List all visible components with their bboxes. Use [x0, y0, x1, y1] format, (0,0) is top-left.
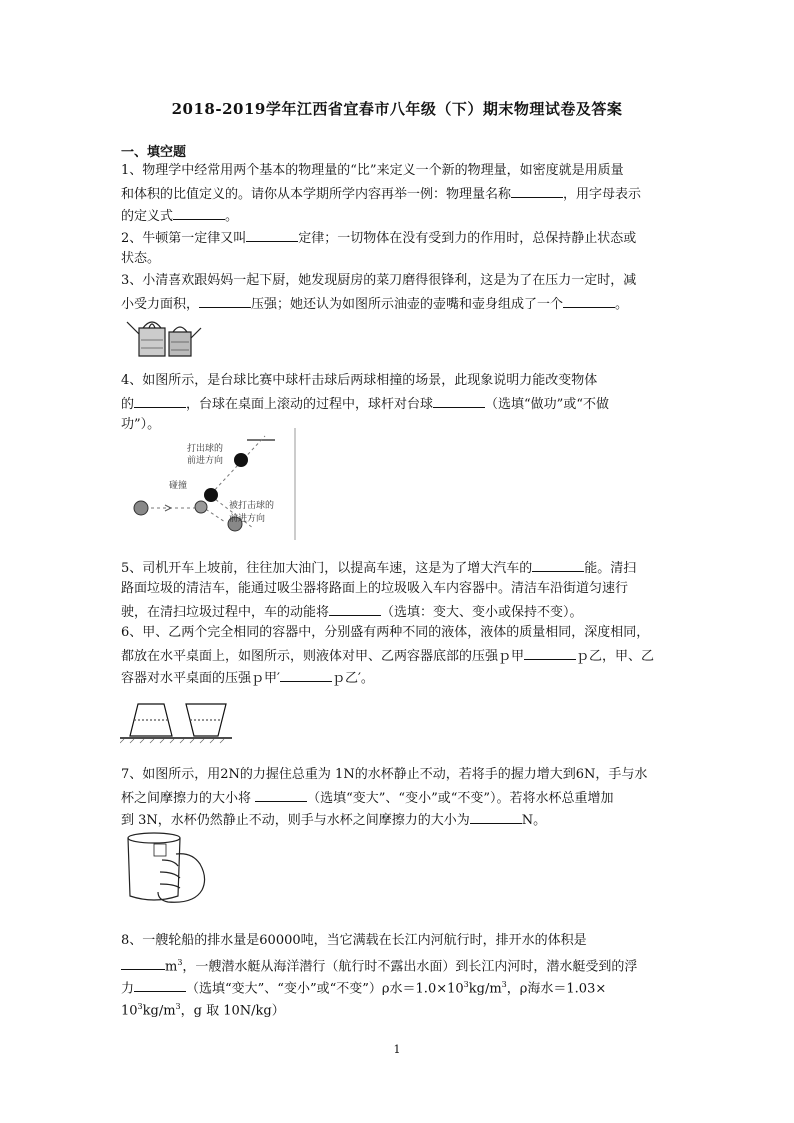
answer-blank[interactable]: [524, 646, 576, 660]
answer-blank[interactable]: [134, 978, 186, 992]
billiard-collision-figure: [125, 428, 305, 540]
q2-line2: 状态。: [121, 251, 161, 266]
q4-line2: 的 ，台球在桌面上滚动的过程中，球杆对台球 （选填“做功”或“不做: [121, 394, 681, 414]
answer-blank[interactable]: [134, 394, 186, 408]
section-heading: 一、填空题: [121, 145, 187, 160]
q1-line1: 1、物理学中经常用两个基本的物理量的“比”来定义一个新的物理量，如密度就是用质量: [121, 163, 624, 178]
answer-blank[interactable]: [121, 956, 165, 970]
page-number: 1: [393, 1043, 401, 1056]
answer-blank[interactable]: [199, 294, 251, 308]
cue-ball-contact: [195, 501, 207, 513]
q4-line3: 功”）。: [121, 417, 161, 432]
q2-line1: 2、牛顿第一定律又叫 定律；一切物体在没有受到力的作用时，总保持静止状态或: [121, 228, 681, 248]
answer-blank[interactable]: [433, 394, 485, 408]
q6-line1: 6、甲、乙两个完全相同的容器中，分别盛有两种不同的液体，液体的质量相同，深度相同，: [121, 625, 650, 640]
q5-line2: 路面垃圾的清洁车，能通过吸尘器将路面上的垃圾吸入车内容器中。清洁车沿街道匀速行: [121, 581, 629, 596]
q3-line2: 小受力面积， 压强；她还认为如图所示油壶的壶嘴和壶身组成了一个 。: [121, 294, 681, 314]
q1-line3: 的定义式 。: [121, 206, 681, 226]
answer-blank[interactable]: [563, 294, 615, 308]
q3-line1: 3、小清喜欢跟妈妈一起下厨，她发现厨房的菜刀磨得很锋利，这是为了在压力一定时，减: [121, 273, 637, 288]
answer-blank[interactable]: [246, 228, 298, 242]
q5-line1: 5、司机开车上坡前，往往加大油门，以提高车速，这是为了增大汽车的 能。清扫: [121, 558, 681, 578]
answer-blank[interactable]: [511, 184, 563, 198]
fig-label-2: 碰撞: [169, 481, 188, 491]
q1-line2: 和体积的比值定义的。请你从本学期所学内容再举一例：物理量名称 ，用字母表示: [121, 184, 681, 204]
fig-label-1b: 前进方向: [187, 456, 224, 466]
answer-blank[interactable]: [173, 206, 225, 220]
q7-line1: 7、如图所示，用2N的力握住总重为 1N的水杯静止不动，若将手的握力增大到6N，手与水: [121, 767, 648, 782]
q8-line2: $m^3$，一艘潜水艇从海洋潜行（航行时不露出水面）到长江内河时，潜水艇受到的浮: [121, 954, 681, 976]
answer-blank[interactable]: [280, 668, 332, 682]
q6-line2: 都放在水平桌面上，如图所示，则液体对甲、乙两容器底部的压强ｐ甲 ｐ乙，甲、乙: [121, 646, 681, 666]
containers-figure: [120, 700, 232, 744]
fig-label-3b: 前进方向: [229, 514, 266, 524]
target-ball: [204, 488, 218, 502]
cue-ball-start: [134, 501, 148, 515]
q7-line3: 到 3N，水杯仍然静止不动，则手与水杯之间摩擦力的大小为 N。: [121, 810, 681, 830]
answer-blank[interactable]: [329, 602, 381, 616]
q6-line3: 容器对水平桌面的压强ｐ甲′ ｐ乙′。: [121, 668, 681, 688]
answer-blank[interactable]: [532, 558, 584, 572]
answer-blank[interactable]: [470, 810, 522, 824]
answer-blank[interactable]: [255, 788, 307, 802]
q7-line2: 杯之间摩擦力的大小将 （选填“变大”、“变小”或“不变”）。若将水杯总重增加: [121, 788, 681, 808]
target-ball-moved: [234, 453, 248, 467]
fig-label-3a: 被打击球的: [229, 501, 275, 511]
q4-line1: 4、如图所示，是台球比赛中球杆击球后两球相撞的场景，此现象说明力能改变物体: [121, 373, 598, 388]
page-title: 2018-2019学年江西省宜春市八年级（下）期末物理试卷及答案: [171, 100, 623, 118]
oil-pot-figure: [125, 312, 203, 360]
q5-line3: 驶，在清扫垃圾过程中，车的动能将 （选填：变大、变小或保持不变）。: [121, 602, 681, 622]
q8-line4: $10^3kg/m^3$，g 取 10N/kg）: [121, 1002, 285, 1019]
hand-cup-figure: [118, 830, 214, 906]
q8-line3: 力 （选填“变大”、“变小”或“不变”）ρ水$=1.0\times 10^3kg/m^3$，ρ海水＝1.03×: [121, 980, 607, 997]
q8-line1: 8、一艘轮船的排水量是60000吨，当它满载在长江内河航行时，排开水的体积是: [121, 933, 587, 948]
fig-label-1a: 打出球的: [187, 444, 224, 454]
